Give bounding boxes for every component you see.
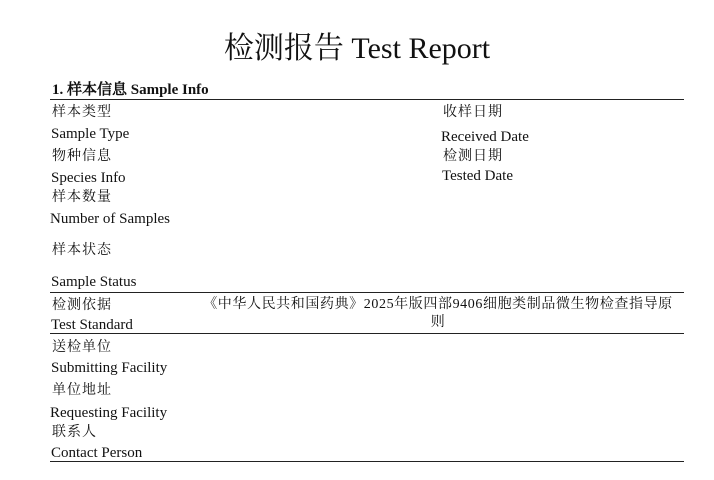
species-info-label-zh: 物种信息 [52, 149, 112, 164]
requesting-facility-label-en: Requesting Facility [50, 405, 168, 421]
received-date-label-en: Received Date [441, 129, 529, 145]
tested-date-label-en: Tested Date [442, 168, 514, 184]
sample-status-label-en: Sample Status [51, 274, 137, 290]
sample-count-label-zh: 样本数量 [52, 190, 112, 205]
requesting-facility-label-zh: 单位地址 [52, 383, 112, 398]
species-info-label-en: Species Info [51, 170, 126, 186]
section-heading-sample-info: 1. 样本信息 Sample Info [52, 82, 209, 98]
report-title: 检测报告 Test Report [223, 32, 491, 65]
submitting-facility-label-en: Submitting Facility [51, 360, 168, 376]
contact-person-label-zh: 联系人 [52, 425, 97, 440]
tested-date-label-zh: 检测日期 [443, 149, 503, 164]
sample-type-label-en: Sample Type [51, 126, 130, 142]
test-standard-value: 《中华人民共和国药典》2025年版四部9406细胞类制品微生物检查指导原则 [203, 297, 673, 330]
row-divider [50, 292, 684, 293]
test-standard-label-zh: 检测依据 [52, 298, 112, 313]
section-divider [50, 99, 684, 100]
table-bottom-rule [50, 461, 684, 462]
sample-status-label-zh: 样本状态 [52, 243, 112, 258]
contact-person-label-en: Contact Person [51, 445, 143, 461]
submitting-facility-label-zh: 送检单位 [52, 340, 112, 355]
test-standard-label-en: Test Standard [51, 317, 133, 333]
received-date-label-zh: 收样日期 [443, 105, 503, 120]
sample-count-label-en: Number of Samples [50, 211, 170, 227]
sample-type-label-zh: 样本类型 [52, 105, 112, 120]
row-divider [50, 333, 684, 334]
